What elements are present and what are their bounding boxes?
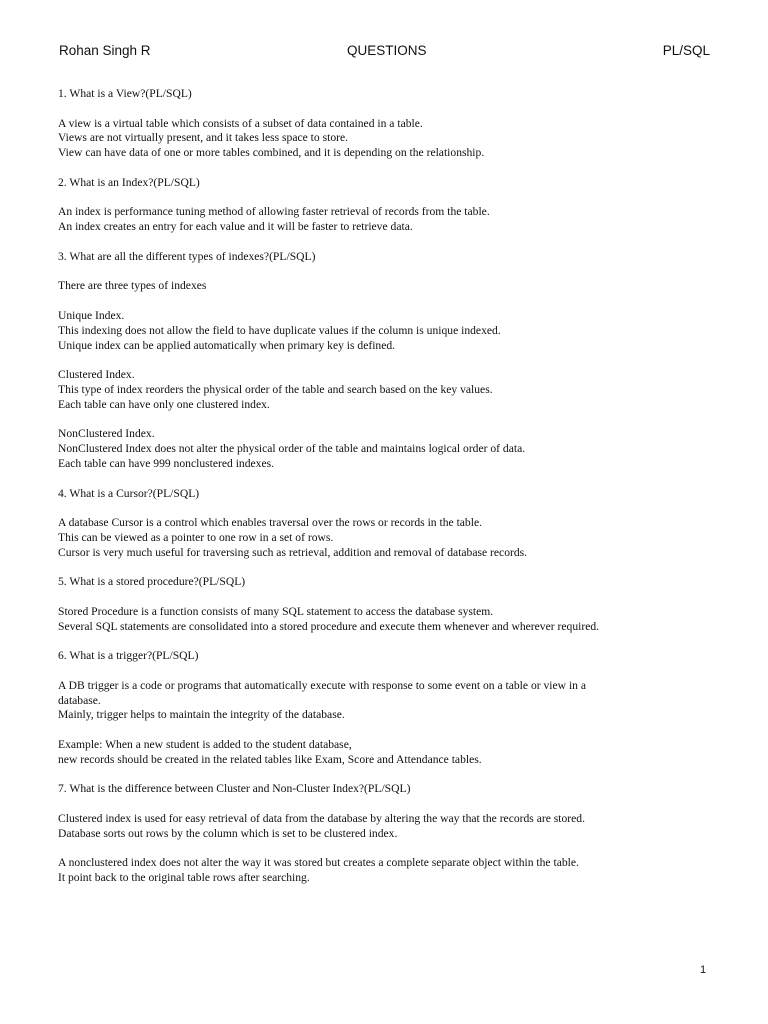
- spacer: [58, 472, 718, 487]
- answer-line: new records should be created in the related tables like Exam, Score and Attendance tables.: [58, 752, 482, 766]
- spacer: [58, 294, 718, 309]
- answer-line: A nonclustered index does not alter the way it was stored but creates a complete separate object within the table.: [58, 856, 579, 870]
- answer-line: Database sorts out rows by the column which is set to be clustered index.: [58, 826, 398, 840]
- spacer: [58, 413, 718, 428]
- answer-line: This indexing does not allow the field to have duplicate values if the column is unique indexed.: [58, 323, 501, 337]
- spacer: [58, 235, 718, 250]
- spacer: [58, 102, 718, 117]
- page-number: 1: [700, 964, 707, 976]
- answer-line: This type of index reorders the physical order of the table and search based on the key values.: [58, 382, 493, 396]
- spacer: [58, 561, 718, 576]
- answer-line: This can be viewed as a pointer to one row in a set of rows.: [58, 530, 334, 544]
- answer-line: Views are not virtually present, and it takes less space to store.: [58, 131, 349, 145]
- spacer: [58, 590, 718, 605]
- answer-line: NonClustered Index does not alter the physical order of the table and maintains logical order of data.: [58, 442, 526, 456]
- answer-line: Mainly, trigger helps to maintain the integrity of the database.: [58, 708, 345, 722]
- answer-line: A DB trigger is a code or programs that automatically execute with response to some event on a table or view in a: [58, 678, 587, 692]
- spacer: [58, 797, 718, 812]
- spacer: [58, 723, 718, 738]
- answer-line: An index creates an entry for each value and it will be faster to retrieve data.: [58, 220, 413, 234]
- answer-line: There are three types of indexes: [58, 279, 207, 293]
- question-heading: 6. What is a trigger?(PL/SQL): [58, 649, 199, 663]
- header-author: Rohan Singh R: [59, 43, 151, 58]
- answer-line: A database Cursor is a control which enables traversal over the rows or records in the table.: [58, 516, 482, 530]
- question-heading: 4. What is a Cursor?(PL/SQL): [58, 486, 200, 500]
- answer-line: View can have data of one or more tables combined, and it is depending on the relationship.: [58, 146, 485, 160]
- answer-line: Clustered Index.: [58, 368, 135, 382]
- question-heading: 1. What is a View?(PL/SQL): [58, 87, 192, 100]
- header-topic: PL/SQL: [662, 43, 710, 58]
- question-heading: 5. What is a stored procedure?(PL/SQL): [58, 575, 246, 589]
- document-body: [58, 87, 718, 886]
- answer-line: Unique Index.: [58, 308, 125, 322]
- answer-line: Each table can have only one clustered index.: [58, 397, 270, 411]
- question-heading: 2. What is an Index?(PL/SQL): [58, 175, 200, 189]
- answer-line: It point back to the original table rows after searching.: [58, 871, 310, 885]
- answer-line: An index is performance tuning method of allowing faster retrieval of records from the table.: [58, 205, 490, 219]
- answer-line: Cursor is very much useful for traversing such as retrieval, addition and removal of database records.: [58, 545, 528, 559]
- spacer: [58, 634, 718, 649]
- answer-line: A view is a virtual table which consists of a subset of data contained in a table.: [58, 116, 423, 130]
- spacer: [58, 191, 718, 206]
- answer-line: NonClustered Index.: [58, 427, 155, 441]
- spacer: [58, 842, 718, 857]
- question-heading: 3. What are all the different types of indexes?(PL/SQL): [58, 249, 316, 263]
- header-section: QUESTIONS: [347, 43, 427, 58]
- answer-line: Several SQL statements are consolidated into a stored procedure and execute them whenever and wherever required.: [58, 619, 600, 633]
- answer-line: Stored Procedure is a function consists of many SQL statement to access the database system.: [58, 604, 494, 618]
- answer-line: Clustered index is used for easy retrieval of data from the database by altering the way that the records are stored.: [58, 812, 585, 826]
- spacer: [58, 161, 718, 176]
- page-header: [59, 43, 710, 61]
- spacer: [58, 353, 718, 368]
- question-heading: 7. What is the difference between Cluster and Non-Cluster Index?(PL/SQL): [58, 782, 411, 796]
- answer-line: Example: When a new student is added to the student database,: [58, 738, 352, 752]
- spacer: [58, 664, 718, 679]
- answer-line: Each table can have 999 nonclustered indexes.: [58, 456, 275, 470]
- spacer: [58, 501, 718, 516]
- spacer: [58, 768, 718, 783]
- answer-line: database.: [58, 693, 101, 707]
- spacer: [58, 265, 718, 280]
- answer-line: Unique index can be applied automatically when primary key is defined.: [58, 338, 396, 352]
